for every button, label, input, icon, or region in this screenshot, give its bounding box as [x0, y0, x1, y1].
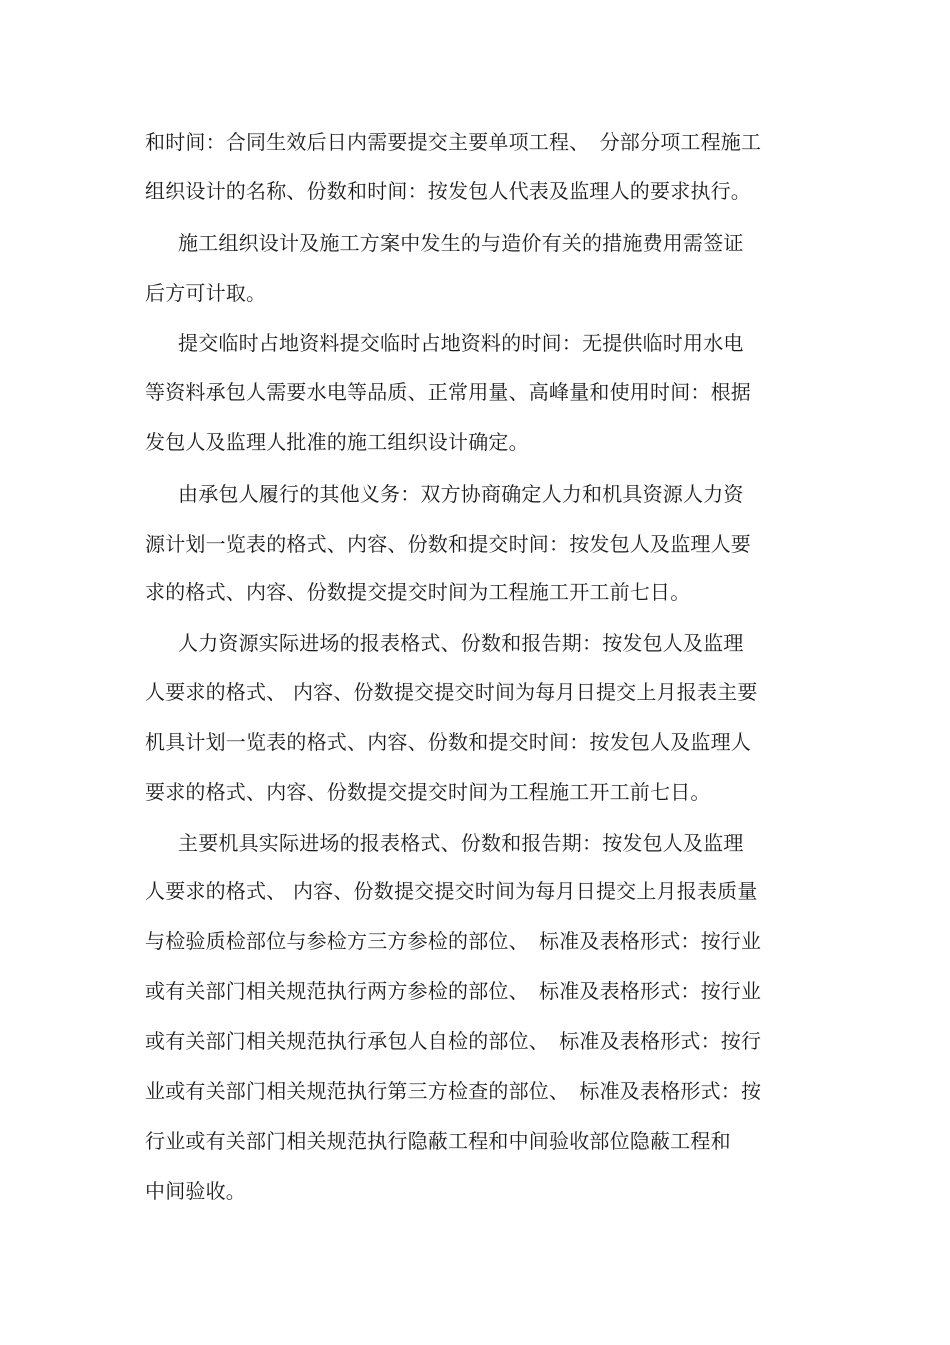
text-line-17: 与检验质检部位与参检方三方参检的部位、 标准及表格形式：按行业 [145, 929, 762, 953]
text-line-16: 人要求的格式、 内容、份数提交提交时间为每月日提交上月报表质量 [145, 879, 758, 903]
text-line-9: 源计划一览表的格式、内容、份数和提交时间：按发包人及监理人要 [145, 532, 751, 556]
text-line-19: 或有关部门相关规范执行承包人自检的部位、 标准及表格形式：按行 [145, 1029, 762, 1053]
text-line-14: 要求的格式、内容、份数提交提交时间为工程施工开工前七日。 [145, 780, 711, 804]
text-line-7: 发包人及监理人批准的施工组织设计确定。 [145, 430, 529, 454]
text-line-18: 或有关部门相关规范执行两方参检的部位、 标准及表格形式：按行业 [145, 979, 762, 1003]
text-line-12: 人要求的格式、 内容、份数提交提交时间为每月日提交上月报表主要 [145, 680, 758, 704]
text-line-4: 后方可计取。 [145, 281, 267, 305]
paragraph-start-line: 由承包人履行的其他义务：双方协商确定人力和机具资源人力资 [178, 482, 744, 506]
text-line-6: 等资料承包人需要水电等品质、正常用量、高峰量和使用时间：根据 [145, 380, 751, 404]
paragraph-start-line: 施工组织设计及施工方案中发生的与造价有关的措施费用需签证 [178, 231, 744, 255]
text-line-2: 组织设计的名称、份数和时间：按发包人代表及监理人的要求执行。 [145, 179, 751, 203]
text-line-10: 求的格式、内容、份数提交提交时间为工程施工开工前七日。 [145, 580, 691, 604]
paragraph-start-line: 人力资源实际进场的报表格式、份数和报告期：按发包人及监理 [178, 631, 744, 655]
paragraph-start-line: 主要机具实际进场的报表格式、份数和报告期：按发包人及监理 [178, 831, 744, 855]
text-line-20: 业或有关部门相关规范执行第三方检查的部位、 标准及表格形式：按 [145, 1079, 762, 1103]
text-line-13: 机具计划一览表的格式、内容、份数和提交时间：按发包人及监理人 [145, 730, 751, 754]
paragraph-start-line: 提交临时占地资料提交临时占地资料的时间：无提供临时用水电 [178, 331, 744, 355]
text-line-21: 行业或有关部门相关规范执行隐蔽工程和中间验收部位隐蔽工程和 [145, 1129, 731, 1153]
text-line-22: 中间验收。 [145, 1179, 246, 1203]
text-line-1: 和时间：合同生效后日内需要提交主要单项工程、 分部分项工程施工 [145, 130, 762, 154]
